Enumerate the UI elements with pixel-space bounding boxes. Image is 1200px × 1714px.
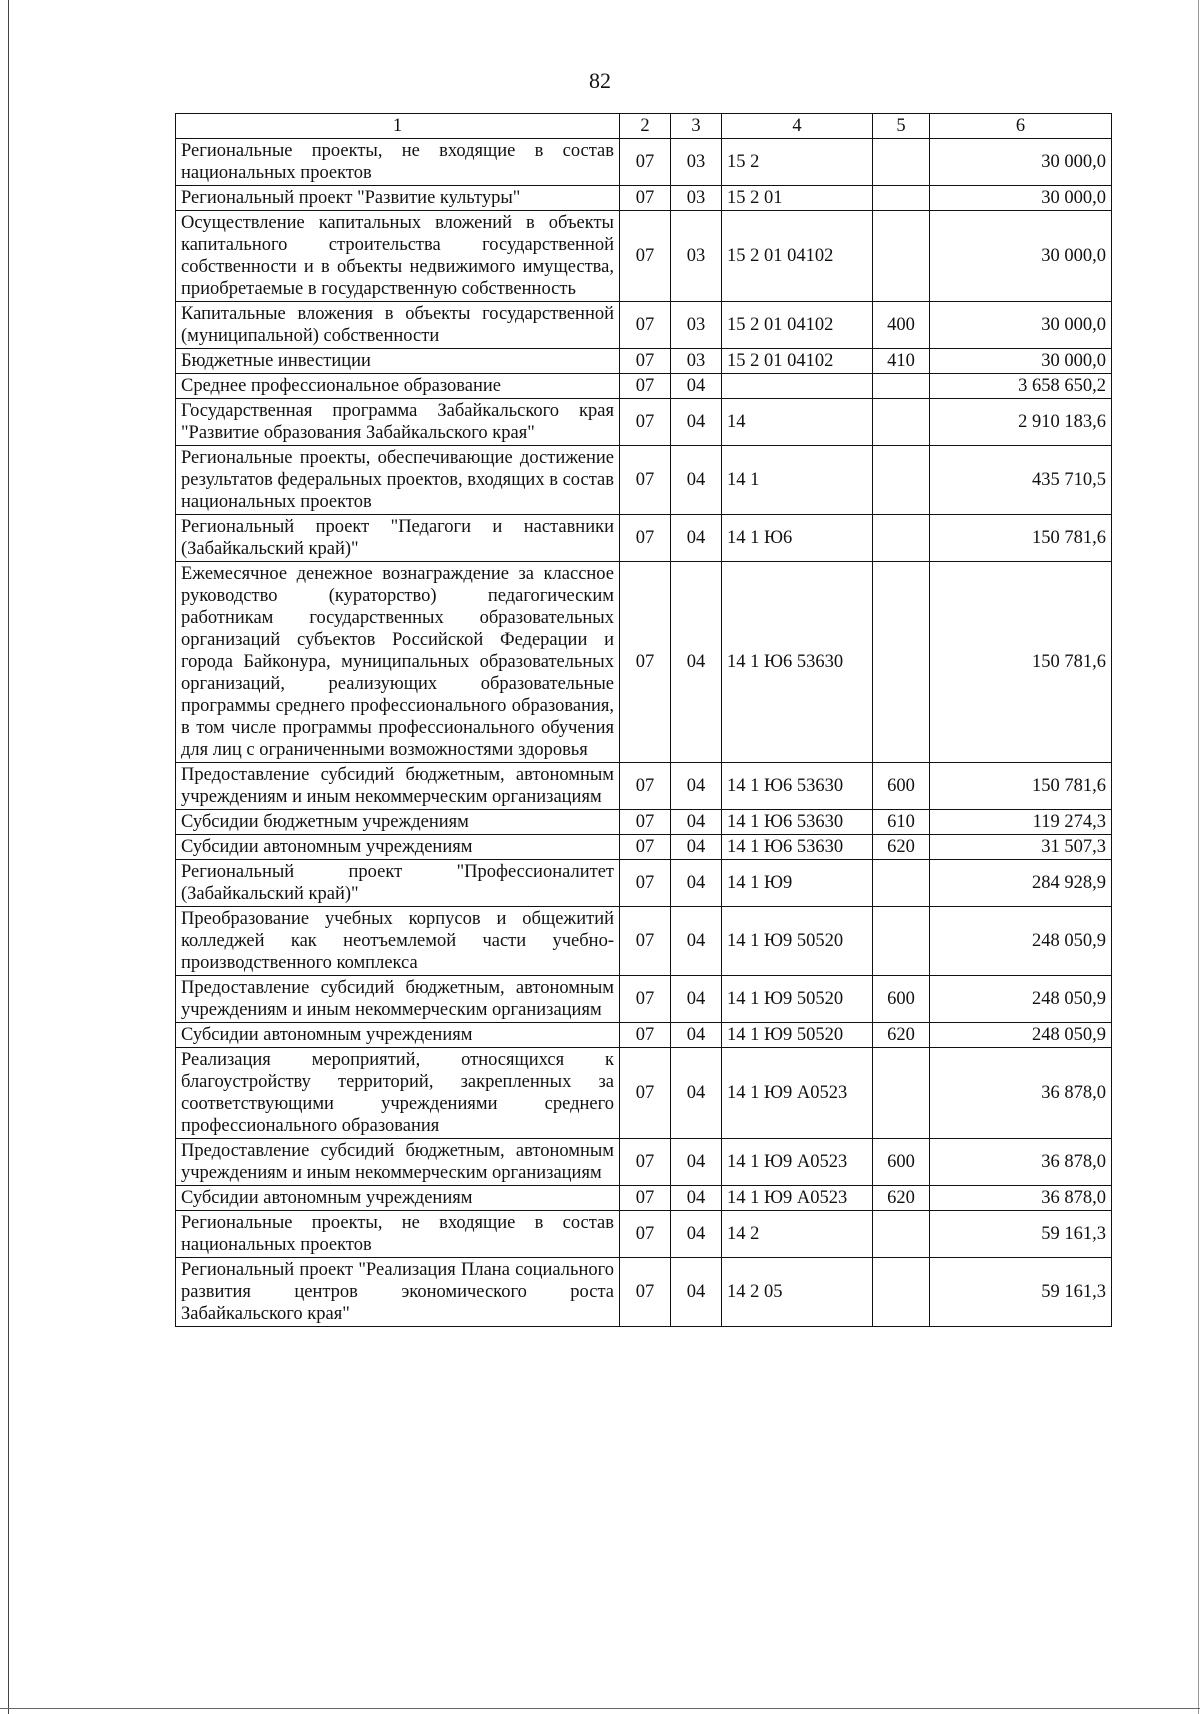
amount-cell: 150 781,6 — [930, 763, 1112, 810]
row-name-cell: Региональный проект "Профессионалитет (Забайкальский край)" — [176, 860, 620, 907]
scan-edge-right — [1198, 0, 1199, 1714]
row-name-cell: Субсидии автономным учреждениям — [176, 835, 620, 860]
section-code-cell: 07 — [620, 349, 671, 374]
amount-cell: 150 781,6 — [930, 515, 1112, 562]
section-code-cell: 07 — [620, 907, 671, 976]
section-code-cell: 07 — [620, 211, 671, 302]
target-article-cell: 15 2 01 04102 — [722, 211, 873, 302]
expense-type-cell: 620 — [873, 835, 930, 860]
target-article-cell: 15 2 01 04102 — [722, 349, 873, 374]
target-article-cell: 14 1 Ю6 53630 — [722, 835, 873, 860]
target-article-cell: 15 2 01 — [722, 186, 873, 211]
table-row — [176, 1139, 1112, 1186]
row-name-cell: Субсидии автономным учреждениям — [176, 1186, 620, 1211]
section-code-cell: 07 — [620, 446, 671, 515]
section-code-cell: 07 — [620, 1211, 671, 1258]
amount-cell: 150 781,6 — [930, 562, 1112, 763]
target-article-cell: 14 1 Ю9 50520 — [722, 907, 873, 976]
subsection-code-cell: 04 — [671, 835, 722, 860]
amount-cell: 2 910 183,6 — [930, 399, 1112, 446]
scan-edge-left — [8, 0, 9, 1714]
amount-cell: 284 928,9 — [930, 860, 1112, 907]
target-article-cell — [722, 374, 873, 399]
row-name-cell: Предоставление субсидий бюджетным, автономным учреждениям и иным некоммерческим организациям — [176, 763, 620, 810]
subsection-code-cell: 04 — [671, 907, 722, 976]
expense-type-cell — [873, 1048, 930, 1139]
amount-cell: 30 000,0 — [930, 211, 1112, 302]
table-row — [176, 860, 1112, 907]
section-code-cell: 07 — [620, 139, 671, 186]
table-row — [176, 211, 1112, 302]
budget-table — [175, 113, 1112, 1327]
column-header: 5 — [873, 114, 930, 139]
table-row — [176, 515, 1112, 562]
expense-type-cell — [873, 1211, 930, 1258]
expense-type-cell — [873, 374, 930, 399]
expense-type-cell: 400 — [873, 302, 930, 349]
table-row — [176, 1211, 1112, 1258]
subsection-code-cell: 04 — [671, 1139, 722, 1186]
section-code-cell: 07 — [620, 302, 671, 349]
table-row — [176, 1023, 1112, 1048]
subsection-code-cell: 04 — [671, 1211, 722, 1258]
target-article-cell: 14 1 — [722, 446, 873, 515]
subsection-code-cell: 04 — [671, 446, 722, 515]
section-code-cell: 07 — [620, 860, 671, 907]
expense-type-cell — [873, 446, 930, 515]
subsection-code-cell: 03 — [671, 139, 722, 186]
amount-cell: 248 050,9 — [930, 1023, 1112, 1048]
subsection-code-cell: 04 — [671, 1023, 722, 1048]
row-name-cell: Региональный проект "Педагоги и наставники (Забайкальский край)" — [176, 515, 620, 562]
column-header: 1 — [176, 114, 620, 139]
row-name-cell: Региональные проекты, не входящие в состав национальных проектов — [176, 139, 620, 186]
row-name-cell: Предоставление субсидий бюджетным, автономным учреждениям и иным некоммерческим организациям — [176, 976, 620, 1023]
row-name-cell: Региональный проект "Реализация Плана социального развития центров экономического роста Забайкальского края" — [176, 1258, 620, 1327]
expense-type-cell — [873, 211, 930, 302]
amount-cell: 31 507,3 — [930, 835, 1112, 860]
expense-type-cell — [873, 399, 930, 446]
table-row — [176, 399, 1112, 446]
expense-type-cell: 600 — [873, 1139, 930, 1186]
amount-cell: 36 878,0 — [930, 1048, 1112, 1139]
target-article-cell: 14 1 Ю9 — [722, 860, 873, 907]
amount-cell: 36 878,0 — [930, 1139, 1112, 1186]
amount-cell: 30 000,0 — [930, 302, 1112, 349]
table-row — [176, 763, 1112, 810]
target-article-cell: 14 1 Ю9 50520 — [722, 976, 873, 1023]
section-code-cell: 07 — [620, 1048, 671, 1139]
target-article-cell: 14 1 Ю9 50520 — [722, 1023, 873, 1048]
subsection-code-cell: 04 — [671, 1048, 722, 1139]
table-body — [176, 139, 1112, 1327]
section-code-cell: 07 — [620, 976, 671, 1023]
amount-cell: 248 050,9 — [930, 907, 1112, 976]
subsection-code-cell: 04 — [671, 860, 722, 907]
subsection-code-cell: 03 — [671, 302, 722, 349]
section-code-cell: 07 — [620, 763, 671, 810]
subsection-code-cell: 04 — [671, 976, 722, 1023]
table-row — [176, 374, 1112, 399]
section-code-cell: 07 — [620, 515, 671, 562]
section-code-cell: 07 — [620, 1186, 671, 1211]
amount-cell: 36 878,0 — [930, 1186, 1112, 1211]
subsection-code-cell: 04 — [671, 1258, 722, 1327]
section-code-cell: 07 — [620, 1258, 671, 1327]
row-name-cell: Субсидии бюджетным учреждениям — [176, 810, 620, 835]
table-row — [176, 562, 1112, 763]
subsection-code-cell: 04 — [671, 399, 722, 446]
target-article-cell: 14 1 Ю6 53630 — [722, 562, 873, 763]
subsection-code-cell: 04 — [671, 1186, 722, 1211]
section-code-cell: 07 — [620, 399, 671, 446]
amount-cell: 59 161,3 — [930, 1211, 1112, 1258]
table-row — [176, 349, 1112, 374]
table-row — [176, 186, 1112, 211]
subsection-code-cell: 04 — [671, 763, 722, 810]
table-row — [176, 976, 1112, 1023]
subsection-code-cell: 03 — [671, 349, 722, 374]
target-article-cell: 14 — [722, 399, 873, 446]
amount-cell: 3 658 650,2 — [930, 374, 1112, 399]
target-article-cell: 14 1 Ю9 А0523 — [722, 1139, 873, 1186]
amount-cell: 119 274,3 — [930, 810, 1112, 835]
row-name-cell: Среднее профессиональное образование — [176, 374, 620, 399]
table-row — [176, 1048, 1112, 1139]
section-code-cell: 07 — [620, 810, 671, 835]
row-name-cell: Государственная программа Забайкальского края "Развитие образования Забайкальского края" — [176, 399, 620, 446]
target-article-cell: 14 1 Ю6 53630 — [722, 763, 873, 810]
target-article-cell: 14 2 — [722, 1211, 873, 1258]
expense-type-cell: 410 — [873, 349, 930, 374]
expense-type-cell — [873, 139, 930, 186]
expense-type-cell — [873, 907, 930, 976]
column-header: 3 — [671, 114, 722, 139]
row-name-cell: Субсидии автономным учреждениям — [176, 1023, 620, 1048]
table-row — [176, 302, 1112, 349]
table-row — [176, 835, 1112, 860]
expense-type-cell — [873, 562, 930, 763]
row-name-cell: Ежемесячное денежное вознаграждение за классное руководство (кураторство) педагогическим работникам государственных образовательных организаций субъектов Российской Федерации и города Байконура, муниципальных образовательных организаций, реализующих образовательные программы среднего профессионального образования, в том числе программы профессионального обучения для лиц с ограниченными возможностями здоровья — [176, 562, 620, 763]
amount-cell: 30 000,0 — [930, 186, 1112, 211]
section-code-cell: 07 — [620, 562, 671, 763]
table-header-row — [176, 114, 1112, 139]
amount-cell: 30 000,0 — [930, 139, 1112, 186]
expense-type-cell: 600 — [873, 976, 930, 1023]
table-row — [176, 1186, 1112, 1211]
expense-type-cell — [873, 860, 930, 907]
target-article-cell: 14 1 Ю9 А0523 — [722, 1048, 873, 1139]
subsection-code-cell: 04 — [671, 374, 722, 399]
expense-type-cell: 620 — [873, 1023, 930, 1048]
subsection-code-cell: 03 — [671, 211, 722, 302]
row-name-cell: Региональные проекты, обеспечивающие достижение результатов федеральных проектов, входящих в состав национальных проектов — [176, 446, 620, 515]
expense-type-cell: 600 — [873, 763, 930, 810]
row-name-cell: Бюджетные инвестиции — [176, 349, 620, 374]
subsection-code-cell: 04 — [671, 562, 722, 763]
subsection-code-cell: 04 — [671, 515, 722, 562]
section-code-cell: 07 — [620, 374, 671, 399]
row-name-cell: Осуществление капитальных вложений в объекты капитального строительства государственной собственности и в объекты недвижимого имущества, приобретаемые в государственную собственность — [176, 211, 620, 302]
section-code-cell: 07 — [620, 1139, 671, 1186]
row-name-cell: Реализация мероприятий, относящихся к благоустройству территорий, закрепленных за соответствующими учреждениями среднего профессионального образования — [176, 1048, 620, 1139]
column-header: 4 — [722, 114, 873, 139]
amount-cell: 248 050,9 — [930, 976, 1112, 1023]
column-header: 2 — [620, 114, 671, 139]
scan-edge-bottom — [0, 1708, 1200, 1709]
target-article-cell: 15 2 01 04102 — [722, 302, 873, 349]
page-number: 82 — [589, 68, 611, 93]
target-article-cell: 14 2 05 — [722, 1258, 873, 1327]
section-code-cell: 07 — [620, 1023, 671, 1048]
target-article-cell: 14 1 Ю6 53630 — [722, 810, 873, 835]
expense-type-cell: 620 — [873, 1186, 930, 1211]
expense-type-cell — [873, 1258, 930, 1327]
row-name-cell: Преобразование учебных корпусов и общежитий колледжей как неотъемлемой части учебно-производственного комплекса — [176, 907, 620, 976]
section-code-cell: 07 — [620, 186, 671, 211]
target-article-cell: 15 2 — [722, 139, 873, 186]
amount-cell: 30 000,0 — [930, 349, 1112, 374]
expense-type-cell: 610 — [873, 810, 930, 835]
subsection-code-cell: 04 — [671, 810, 722, 835]
row-name-cell: Капитальные вложения в объекты государственной (муниципальной) собственности — [176, 302, 620, 349]
table-row — [176, 446, 1112, 515]
row-name-cell: Региональный проект "Развитие культуры" — [176, 186, 620, 211]
table-row — [176, 1258, 1112, 1327]
expense-type-cell — [873, 186, 930, 211]
row-name-cell: Региональные проекты, не входящие в состав национальных проектов — [176, 1211, 620, 1258]
subsection-code-cell: 03 — [671, 186, 722, 211]
target-article-cell: 14 1 Ю6 — [722, 515, 873, 562]
amount-cell: 435 710,5 — [930, 446, 1112, 515]
section-code-cell: 07 — [620, 835, 671, 860]
table-row — [176, 810, 1112, 835]
column-header: 6 — [930, 114, 1112, 139]
table-row — [176, 907, 1112, 976]
amount-cell: 59 161,3 — [930, 1258, 1112, 1327]
target-article-cell: 14 1 Ю9 А0523 — [722, 1186, 873, 1211]
expense-type-cell — [873, 515, 930, 562]
row-name-cell: Предоставление субсидий бюджетным, автономным учреждениям и иным некоммерческим организациям — [176, 1139, 620, 1186]
table-row — [176, 139, 1112, 186]
